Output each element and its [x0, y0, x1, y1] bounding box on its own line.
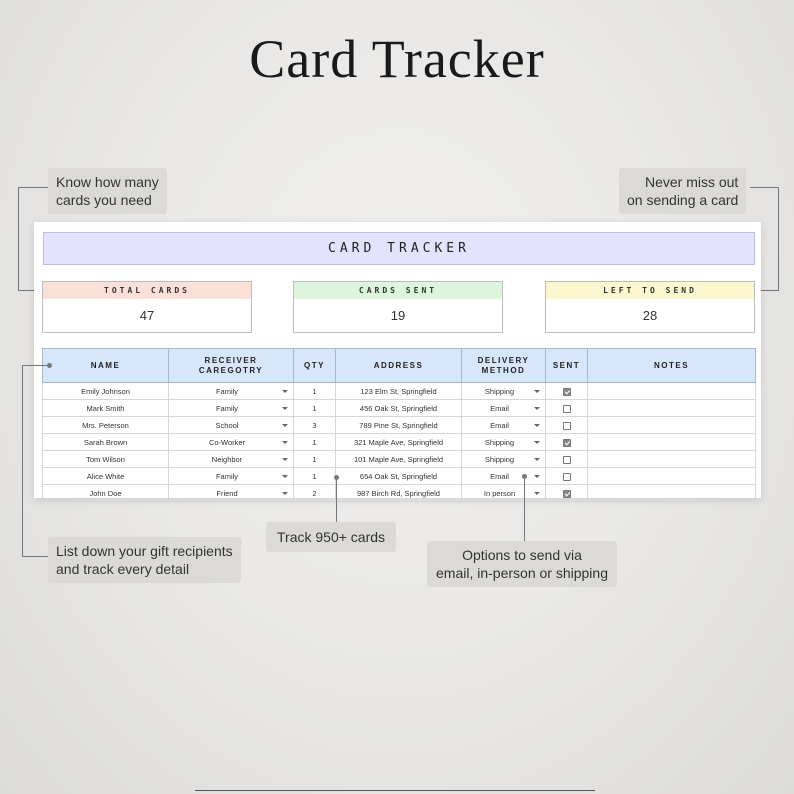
chevron-down-icon[interactable] — [534, 441, 540, 444]
checkbox-icon[interactable] — [563, 490, 571, 498]
cell-name[interactable]: John Doe — [43, 485, 169, 502]
stat-value: 47 — [139, 308, 155, 323]
cell-address[interactable]: 123 Elm St, Springfield — [336, 383, 462, 400]
table-row — [43, 400, 756, 417]
cell-qty[interactable]: 1 — [294, 434, 336, 451]
cell-category-value: Family — [215, 471, 239, 481]
cell-qty[interactable]: 1 — [294, 400, 336, 417]
chevron-down-icon[interactable] — [282, 407, 288, 410]
column-header-notes[interactable]: NOTES — [588, 349, 756, 383]
stat-label: CARDS SENT — [294, 282, 502, 299]
checkbox-icon[interactable] — [563, 422, 571, 430]
cell-sent[interactable] — [546, 400, 588, 417]
cell-name[interactable]: Mark Smith — [43, 400, 169, 417]
cell-qty[interactable]: 1 — [294, 468, 336, 485]
connector-line — [778, 187, 779, 291]
cell-notes[interactable] — [588, 434, 756, 451]
cell-method-dropdown[interactable] — [462, 383, 546, 400]
cell-method-value: Email — [490, 471, 509, 481]
callout-track-cards: Track 950+ cards — [266, 522, 396, 552]
column-header-delivery-method[interactable]: DELIVERY METHOD — [462, 349, 546, 383]
chevron-down-icon[interactable] — [534, 424, 540, 427]
column-header-name[interactable]: NAME — [43, 349, 169, 383]
stat-left-to-send — [545, 281, 755, 333]
cell-method-value: In person — [483, 488, 516, 498]
page-title: Card Tracker — [249, 29, 545, 89]
cell-address[interactable]: 654 Oak St, Springfield — [336, 468, 462, 485]
cell-name[interactable]: Tom Wilson — [43, 451, 169, 468]
cell-notes[interactable] — [588, 383, 756, 400]
cell-method-value: Shipping — [484, 454, 515, 464]
cell-sent[interactable] — [546, 451, 588, 468]
callout-delivery-options: Options to send via email, in-person or shipping — [427, 541, 617, 587]
connector-dot — [47, 363, 52, 368]
connector-line — [18, 187, 48, 188]
connector-line — [22, 365, 50, 366]
cell-notes[interactable] — [588, 451, 756, 468]
cell-category-value: Neighbor — [211, 454, 243, 464]
column-header-address[interactable]: ADDRESS — [336, 349, 462, 383]
cell-qty[interactable]: 2 — [294, 485, 336, 502]
table-row — [43, 485, 756, 502]
cell-method-dropdown[interactable] — [462, 451, 546, 468]
connector-line — [524, 477, 525, 541]
cell-sent[interactable] — [546, 434, 588, 451]
cell-category-value: Family — [215, 386, 239, 396]
stat-cards-sent — [293, 281, 503, 333]
callout-recipients: List down your gift recipients and track every detail — [48, 537, 241, 583]
table-header-row — [43, 349, 756, 383]
cell-sent[interactable] — [546, 417, 588, 434]
cell-method-value: Shipping — [484, 386, 515, 396]
cell-category-value: School — [215, 420, 239, 430]
cell-category-dropdown[interactable] — [169, 434, 294, 451]
cell-notes[interactable] — [588, 400, 756, 417]
sheet-banner: CARD TRACKER — [43, 232, 755, 265]
cell-address[interactable]: 789 Pine St, Springfield — [336, 417, 462, 434]
cell-category-dropdown[interactable] — [169, 451, 294, 468]
chevron-down-icon[interactable] — [282, 475, 288, 478]
cell-method-dropdown[interactable] — [462, 400, 546, 417]
cell-address[interactable]: 101 Maple Ave, Springfield — [336, 451, 462, 468]
cell-category-dropdown[interactable] — [169, 485, 294, 502]
table-row — [43, 383, 756, 400]
checkbox-icon[interactable] — [563, 388, 571, 396]
chevron-down-icon[interactable] — [534, 390, 540, 393]
cell-category-dropdown[interactable] — [169, 468, 294, 485]
cell-sent[interactable] — [546, 485, 588, 502]
cell-name[interactable]: Sarah Brown — [43, 434, 169, 451]
chevron-down-icon[interactable] — [282, 390, 288, 393]
callout-never-miss: Never miss out on sending a card — [619, 168, 746, 214]
cell-category-dropdown[interactable] — [169, 400, 294, 417]
cell-name[interactable]: Alice White — [43, 468, 169, 485]
chevron-down-icon[interactable] — [534, 492, 540, 495]
connector-line — [336, 478, 337, 522]
cell-category-dropdown[interactable] — [169, 417, 294, 434]
column-header-sent[interactable]: SENT — [546, 349, 588, 383]
checkbox-icon[interactable] — [563, 473, 571, 481]
checkbox-icon[interactable] — [563, 456, 571, 464]
cell-method-value: Email — [490, 420, 509, 430]
cell-address[interactable]: 456 Oak St, Springfield — [336, 400, 462, 417]
cell-sent[interactable] — [546, 468, 588, 485]
cell-notes[interactable] — [588, 485, 756, 502]
cell-method-dropdown[interactable] — [462, 417, 546, 434]
cell-method-dropdown[interactable] — [462, 434, 546, 451]
divider — [195, 790, 595, 791]
connector-line — [22, 365, 23, 557]
chevron-down-icon[interactable] — [534, 407, 540, 410]
cell-name[interactable]: Mrs. Peterson — [43, 417, 169, 434]
cell-address[interactable]: 987 Birch Rd, Springfield — [336, 485, 462, 502]
table-row — [43, 468, 756, 485]
column-header-category[interactable]: RECEIVER CAREGOTRY — [169, 349, 294, 383]
cell-notes[interactable] — [588, 417, 756, 434]
chevron-down-icon[interactable] — [282, 441, 288, 444]
cell-qty[interactable]: 1 — [294, 451, 336, 468]
cell-category-value: Co-Worker — [208, 437, 246, 447]
cell-category-value: Friend — [216, 488, 238, 498]
cell-category-dropdown[interactable] — [169, 383, 294, 400]
cell-notes[interactable] — [588, 468, 756, 485]
stat-total-cards — [42, 281, 252, 333]
chevron-down-icon[interactable] — [534, 458, 540, 461]
stat-value: 19 — [390, 308, 406, 323]
table-row — [43, 451, 756, 468]
chevron-down-icon[interactable] — [282, 492, 288, 495]
stat-value: 28 — [642, 308, 658, 323]
checkbox-icon[interactable] — [563, 439, 571, 447]
chevron-down-icon[interactable] — [534, 475, 540, 478]
cell-sent[interactable] — [546, 383, 588, 400]
table-row — [43, 417, 756, 434]
chevron-down-icon[interactable] — [282, 424, 288, 427]
cell-category-value: Family — [215, 403, 239, 413]
connector-line — [18, 187, 19, 291]
cell-method-value: Email — [490, 403, 509, 413]
column-header-qty[interactable]: QTY — [294, 349, 336, 383]
cell-qty[interactable]: 3 — [294, 417, 336, 434]
stat-label: LEFT TO SEND — [546, 282, 754, 299]
cell-method-dropdown[interactable] — [462, 485, 546, 502]
card-tracker-sheet — [34, 222, 761, 498]
callout-card-count: Know how many cards you need — [48, 168, 167, 214]
chevron-down-icon[interactable] — [282, 458, 288, 461]
cell-name[interactable]: Emily Johnson — [43, 383, 169, 400]
cell-qty[interactable]: 1 — [294, 383, 336, 400]
table-row — [43, 434, 756, 451]
cell-address[interactable]: 321 Maple Ave, Springfield — [336, 434, 462, 451]
connector-line — [750, 187, 779, 188]
connector-line — [22, 556, 48, 557]
cell-method-dropdown[interactable] — [462, 468, 546, 485]
cell-method-value: Shipping — [484, 437, 515, 447]
checkbox-icon[interactable] — [563, 405, 571, 413]
card-table — [42, 348, 756, 502]
stat-label: TOTAL CARDS — [43, 282, 251, 299]
